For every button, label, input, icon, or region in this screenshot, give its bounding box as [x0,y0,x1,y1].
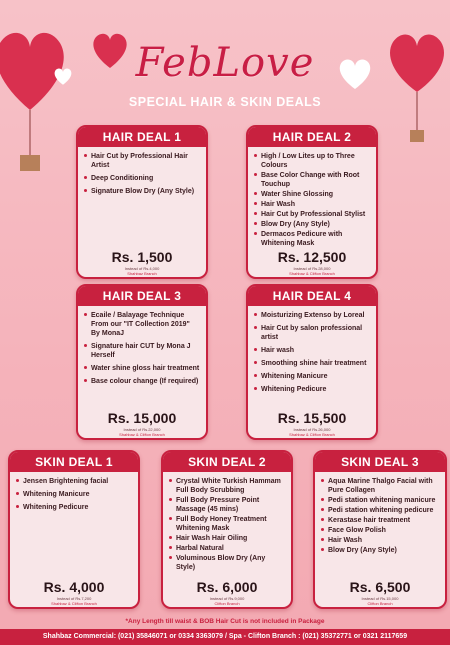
deal-price: Rs. 15,500 [277,410,347,426]
hair-deal-2-card [246,125,378,279]
list-item: High / Low Lites up to Three Colours [254,152,370,170]
deal-price: Rs. 12,500 [277,249,347,265]
original-price: Instead of Rs.7,200 [56,596,92,601]
list-item: Signature Blow Dry (Any Style) [84,187,200,196]
list-item: Dermacos Pedicure with Whitening Mask [254,230,370,248]
card-title: HAIR DEAL 1 [78,127,206,147]
list-item: Hair wash [254,346,370,355]
list-item: Whitening Pedicure [254,385,370,394]
list-item: Hair Cut by salon professional artist [254,324,370,342]
branch-label: Shahbaz Branch [127,271,157,276]
skin-deal-1-card [8,450,140,609]
skin-deal-2-card [161,450,293,609]
branch-label: Clifton Branch [214,601,240,606]
package-note: *Any Length till waist & BOB Hair Cut is not included in Package [125,618,325,625]
list-item: Base colour change (If required) [84,377,200,386]
list-item: Crystal White Turkish Hammam Full Body Scrubbing [169,477,285,495]
page-subtitle: SPECIAL HAIR & SKIN DEALS [128,95,322,109]
deal-price: Rs. 4,000 [43,579,105,595]
list-item: Blow Dry (Any Style) [321,546,439,555]
card-title: SKIN DEAL 1 [10,452,138,472]
list-item: Base Color Change with Root Touchup [254,171,370,189]
deal-price: Rs. 6,000 [196,579,258,595]
original-price: Instead of Rs.4,000 [124,266,160,271]
list-item: Hair Wash [321,536,439,545]
list-item: Moisturizing Extenso by Loreal [254,311,370,320]
card-title: SKIN DEAL 3 [315,452,445,472]
deal-price: Rs. 6,500 [349,579,411,595]
hair-deal-3-card [76,284,208,440]
list-item: Hair Wash Hair Oiling [169,534,285,543]
branch-label: Shahbaz & Clifton Branch [289,432,335,437]
list-item: Water Shine Glossing [254,190,370,199]
list-item: Hair Cut by Professional Hair Artist [84,152,200,170]
list-item: Ecaile / Balayage Technique From our "IT Collection 2019" By MonaJ [84,311,200,338]
original-price: Instead of Rs.26,000 [293,427,331,432]
hair-deal-1-card [76,125,208,279]
list-item: Smoothing shine hair treatment [254,359,370,368]
card-title: HAIR DEAL 3 [78,286,206,306]
list-item: Full Body Pressure Point Massage (45 mins) [169,496,285,514]
list-item: Hair Wash [254,200,370,209]
skin-deal-3-card [313,450,447,609]
original-price: Instead of Rs.9,000 [209,596,245,601]
original-price: Instead of Rs.22,000 [123,427,161,432]
list-item: Signature hair CUT by Mona J Herself [84,342,200,360]
list-item: Water shine gloss hair treatment [84,364,200,373]
list-item: Deep Conditioning [84,174,200,183]
list-item: Aqua Marine Thalgo Facial with Pure Collagen [321,477,439,495]
page-title: FebLove [135,40,315,86]
list-item: Whitening Manicure [16,490,132,499]
list-item: Whitening Pedicure [16,503,132,512]
list-item: Jensen Brightening facial [16,477,132,486]
list-item: Harbal Natural [169,544,285,553]
card-title: HAIR DEAL 2 [248,127,376,147]
list-item: Kerastase hair treatment [321,516,439,525]
list-item: Voluminous Blow Dry (Any Style) [169,554,285,572]
card-title: SKIN DEAL 2 [163,452,291,472]
original-price: Instead of Rs.15,000 [361,596,399,601]
list-item: Face Glow Polish [321,526,439,535]
deal-price: Rs. 1,500 [111,249,173,265]
list-item: Blow Dry (Any Style) [254,220,370,229]
list-item: Pedi station whitening pedicure [321,506,439,515]
deal-price: Rs. 15,000 [107,410,177,426]
branch-label: Shahbaz & Clifton Branch [51,601,97,606]
branch-label: Shahbaz & Clifton Branch [119,432,165,437]
contact-footer: Shahbaz Commercial: (021) 35846071 or 0334 3363079 / Spa - Clifton Branch : (021) 35372771 or 0321 2117659 [0,629,450,645]
list-item: Hair Cut by Professional Stylist [254,210,370,219]
hair-deal-4-card [246,284,378,440]
list-item: Pedi station whitening manicure [321,496,439,505]
card-title: HAIR DEAL 4 [248,286,376,306]
original-price: Instead of Rs.28,000 [293,266,331,271]
branch-label: Clifton Branch [367,601,393,606]
branch-label: Shahbaz & Clifton Branch [289,271,335,276]
list-item: Whitening Manicure [254,372,370,381]
list-item: Full Body Honey Treatment Whitening Mask [169,515,285,533]
